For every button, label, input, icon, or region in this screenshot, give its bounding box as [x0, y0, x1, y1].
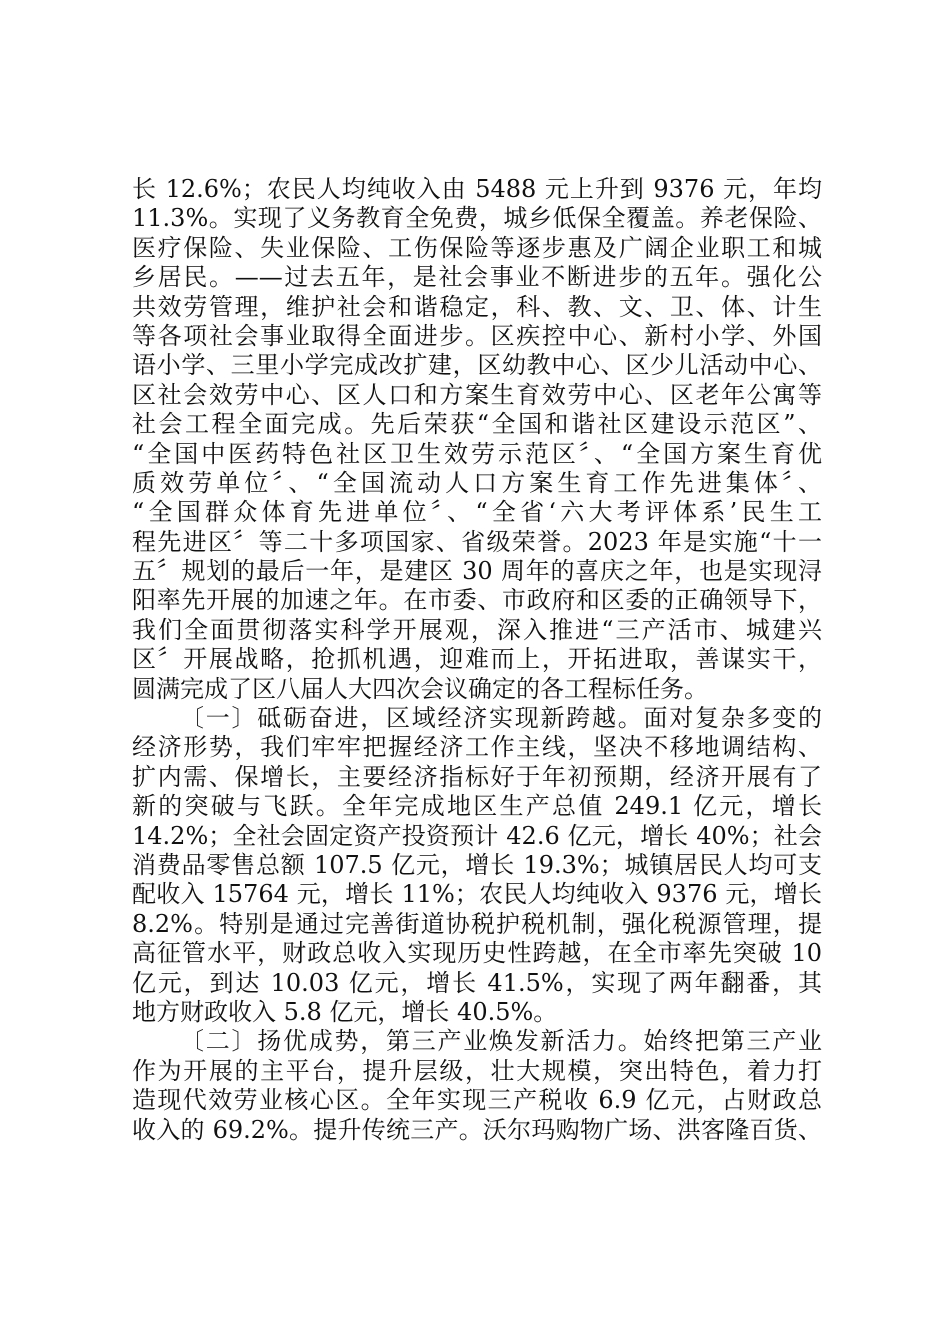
text-line: 造现代效劳业核心区。全年实现三产税收 6.9 亿元，占财政总 [132, 1086, 822, 1115]
text-line: 配收入 15764 元，增长 11%；农民人均纯收入 9376 元，增长 [132, 880, 822, 909]
text-line: 新的突破与飞跃。全年完成地区生产总值 249.1 亿元，增长 [132, 792, 822, 821]
text-line: 共效劳管理，维护社会和谐稳定，科、教、文、卫、体、计生 [132, 292, 822, 321]
paragraph-1 [132, 175, 822, 704]
text-line: 14.2%；全社会固定资产投资预计 42.6 亿元，增长 40%；社会 [132, 821, 822, 850]
text-line: 〔一〕砥砺奋进，区域经济实现新跨越。面对复杂多变的 [180, 704, 822, 733]
text-line: 五〞规划的最后一年，是建区 30 周年的喜庆之年，也是实现浔 [132, 557, 822, 586]
text-line: 乡居民。——过去五年，是社会事业不断进步的五年。强化公 [132, 263, 822, 292]
text-line: 等各项社会事业取得全面进步。区疾控中心、新村小学、外国 [132, 321, 822, 350]
text-line: “全国中医药特色社区卫生效劳示范区〞、“全国方案生育优 [132, 439, 822, 468]
text-line: 圆满完成了区八届人大四次会议确定的各工程标任务。 [132, 674, 708, 703]
text-line: 高征管水平，财政总收入实现历史性跨越，在全市率先突破 10 [132, 939, 822, 968]
paragraph-3 [132, 1027, 822, 1145]
text-line: 医疗保险、失业保险、工伤保险等逐步惠及广阔企业职工和城 [132, 233, 822, 262]
text-line: “全国群众体育先进单位〞、“全省‘六大考评体系’民生工 [132, 498, 822, 527]
text-line: 11.3%。实现了义务教育全免费，城乡低保全覆盖。养老保险、 [132, 204, 822, 233]
text-line: 质效劳单位〞、“全国流动人口方案生育工作先进集体〞、 [132, 468, 822, 497]
text-line: 区社会效劳中心、区人口和方案生育效劳中心、区老年公寓等 [132, 380, 822, 409]
text-line: 作为开展的主平台，提升层级，壮大规模，突出特色，着力打 [132, 1056, 822, 1085]
text-line: 我们全面贯彻落实科学开展观，深入推进“三产活市、城建兴 [132, 615, 822, 644]
text-line: 长 12.6%；农民人均纯收入由 5488 元上升到 9376 元，年均 [132, 175, 822, 203]
text-line: 收入的 69.2%。提升传统三产。沃尔玛购物广场、洪客隆百货、 [132, 1115, 822, 1144]
paragraph-2 [132, 704, 822, 1027]
text-line: 地方财政收入 5.8 亿元，增长 40.5%。 [132, 997, 558, 1026]
text-line: 8.2%。特别是通过完善街道协税护税机制，强化税源管理，提 [132, 909, 822, 938]
text-line: 语小学、三里小学完成改扩建，区幼教中心、区少儿活动中心、 [132, 351, 822, 380]
body-text [132, 175, 822, 1145]
text-line: 社会工程全面完成。先后荣获“全国和谐社区建设示范区”、 [132, 410, 822, 439]
text-line: 〔二〕扬优成势，第三产业焕发新活力。始终把第三产业 [180, 1027, 822, 1056]
text-line: 消费品零售总额 107.5 亿元，增长 19.3%；城镇居民人均可支 [132, 850, 822, 879]
text-line: 经济形势，我们牢牢把握经济工作主线，坚决不移地调结构、 [132, 733, 822, 762]
text-line: 阳率先开展的加速之年。在市委、市政府和区委的正确领导下， [132, 586, 822, 615]
text-line: 扩内需、保增长，主要经济指标好于年初预期，经济开展有了 [132, 762, 822, 791]
text-line: 亿元，到达 10.03 亿元，增长 41.5%，实现了两年翻番，其 [132, 968, 822, 997]
text-line: 区〞开展战略，抢抓机遇，迎难而上，开拓进取，善谋实干， [132, 645, 822, 674]
text-line: 程先进区〞等二十多项国家、省级荣誉。2023 年是实施“十一 [132, 527, 822, 556]
